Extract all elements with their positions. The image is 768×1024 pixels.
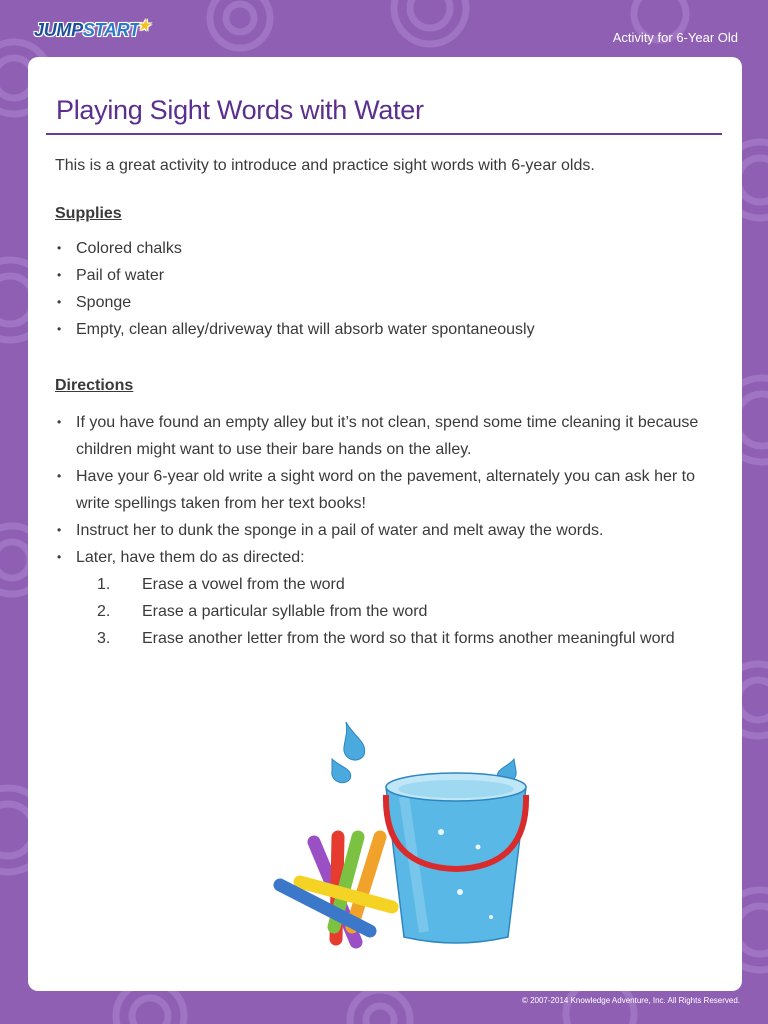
worksheet-card (28, 57, 742, 991)
direction-item (55, 544, 723, 652)
copyright-notice: © 2007-2014 Knowledge Adventure, Inc. All Rights Reserved. (521, 996, 740, 1005)
supply-item: • Pail of water (55, 262, 723, 289)
water-bucket-and-chalks-illustration (246, 717, 546, 952)
water-drop-icon (332, 722, 516, 783)
intro-text: This is a great activity to introduce and practice sight words with 6-year olds. (55, 157, 595, 174)
page-title: Playing Sight Words with Water (56, 95, 424, 125)
direction-item-text: Later, have them do as directed: (76, 549, 305, 566)
supply-item: • Empty, clean alley/driveway that will absorb water spontaneously (55, 316, 723, 343)
activity-age-label: Activity for 6-Year Old (612, 30, 738, 45)
title-divider (46, 133, 722, 135)
supplies-list (55, 235, 723, 343)
step-number: 2. (97, 603, 111, 620)
direction-item: • If you have found an empty alley but it’s not clean, spend some time cleaning it because children might want to use their bare hands on the alley. (55, 409, 723, 463)
step-text: Erase another letter from the word so that it forms another meaningful word (142, 630, 675, 647)
step-item (76, 625, 723, 652)
star-icon: ★ (137, 17, 150, 33)
logo-text-start: START (82, 20, 140, 40)
step-text: Erase a particular syllable from the word (142, 603, 428, 620)
direction-item: • Have your 6-year old write a sight word on the pavement, alternately you can ask her to write spellings taken from her text books! (55, 463, 723, 517)
steps-list (76, 571, 723, 652)
step-number: 1. (97, 576, 111, 593)
step-item (76, 598, 723, 625)
step-number: 3. (97, 630, 111, 647)
supply-item: • Colored chalks (55, 235, 723, 262)
logo-text-jump: JUMP (34, 20, 83, 40)
supplies-heading: Supplies (55, 205, 122, 222)
direction-item: • Instruct her to dunk the sponge in a pail of water and melt away the words. (55, 517, 723, 544)
directions-list (55, 409, 723, 652)
step-item (76, 571, 723, 598)
supply-item: • Sponge (55, 289, 723, 316)
jumpstart-logo[interactable] (34, 17, 150, 41)
chalks-icon (280, 837, 392, 942)
directions-heading: Directions (55, 377, 134, 394)
step-text: Erase a vowel from the word (142, 576, 345, 593)
